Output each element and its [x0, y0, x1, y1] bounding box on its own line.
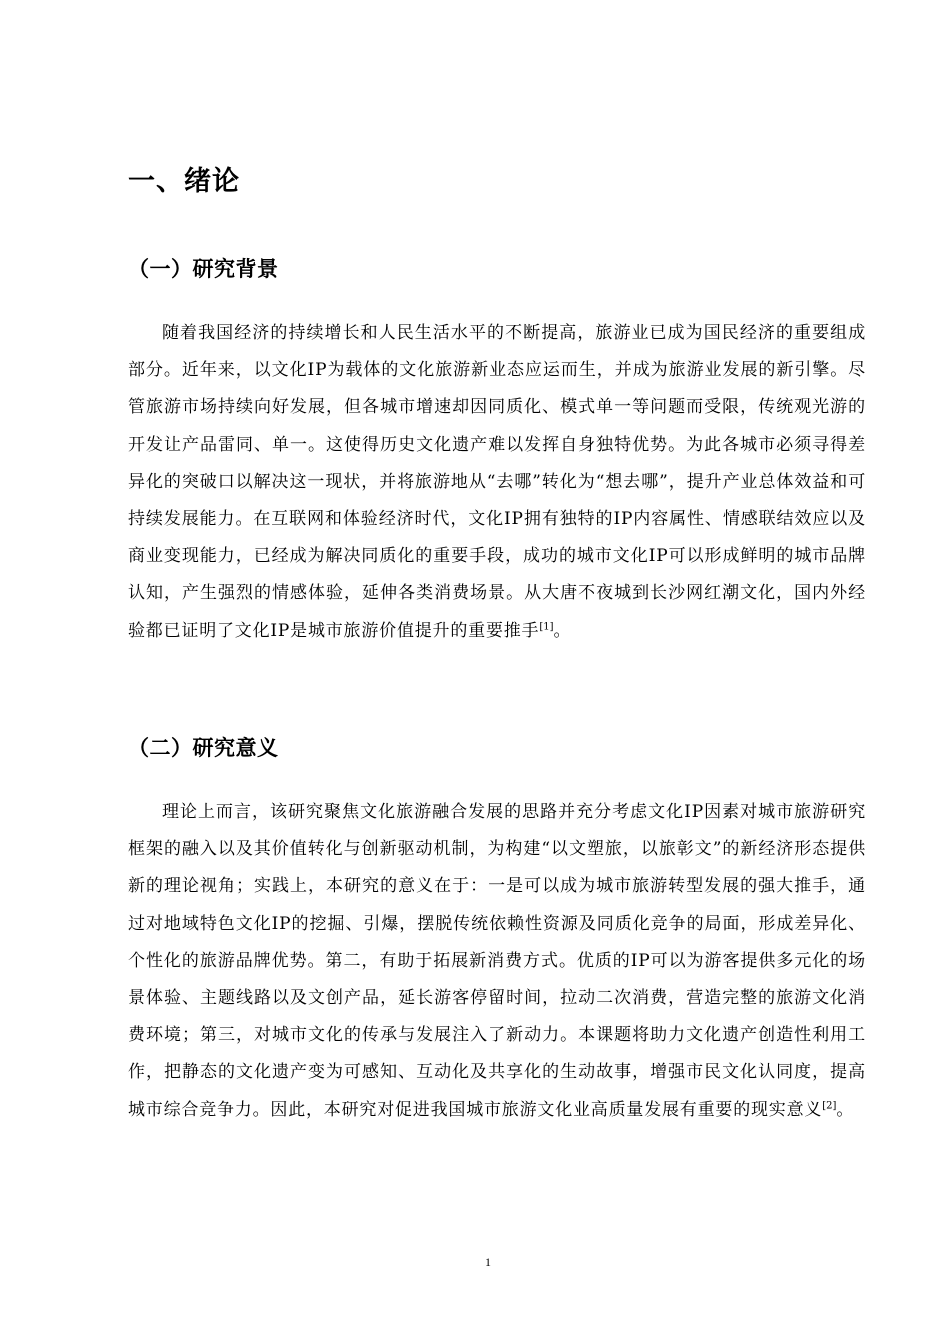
citation-ref: [1]: [539, 620, 554, 632]
citation-ref: [2]: [822, 1099, 837, 1111]
paragraph-end: 。: [836, 1099, 855, 1120]
paragraph-text: 理论上而言，该研究聚焦文化旅游融合发展的思路并充分考虑文化IP因素对城市旅游研究框架的融入以及其价值转化与创新驱动机制，为构建“以文塑旅，以旅彰文”的新经济形态提供新的理论视角；实践上，本研究的意义在于：一是可以成为城市旅游转型发展的强大推手，通过对地域特色文化IP的挖掘、引爆，摆脱传统依赖性资源及同质化竞争的局面，形成差异化、个性化的旅游品牌优势。第二，有助于拓展新消费方式。优质的IP可以为游客提供多元化的场景体验、主题线路以及文创产品，延长游客停留时间，拉动二次消费，营造完整的旅游文化消费环境；第三，对城市文化的传承与发展注入了新动力。本课题将助力文化遗产创造性利用工作，把静态的文化遗产变为可感知、互动化及共享化的生动故事，增强市民文化认同度，提高城市综合竞争力。因此，本研究对促进我国城市旅游文化业高质量发展有重要的现实意义: [128, 802, 866, 1120]
paragraph-text: 随着我国经济的持续增长和人民生活水平的不断提高，旅游业已成为国民经济的重要组成部分。近年来，以文化IP为载体的文化旅游新业态应运而生，并成为旅游业发展的新引擎。尽管旅游市场持续向好发展，但各城市增速却因同质化、模式单一等问题而受限，传统观光游的开发让产品雷同、单一。这使得历史文化遗产难以发挥自身独特优势。为此各城市必须寻得差异化的突破口以解决这一现状，并将旅游地从“去哪”转化为“想去哪”，提升产业总体效益和可持续发展能力。在互联网和体验经济时代，文化IP拥有独特的IP内容属性、情感联结效应以及商业变现能力，已经成为解决同质化的重要手段，成功的城市文化IP可以形成鲜明的城市品牌认知，产生强烈的情感体验，延伸各类消费场景。从大唐不夜城到长沙网红潮文化，国内外经验都已证明了文化IP是城市旅游价值提升的重要推手: [128, 323, 866, 641]
section-heading-significance: （二）研究意义: [128, 736, 279, 760]
page-number: 1: [485, 1255, 491, 1269]
section-paragraph-background: [128, 315, 866, 650]
section-heading-background: （一）研究背景: [128, 257, 279, 281]
section-paragraph-significance: [128, 794, 866, 1129]
chapter-title: 一、绪论: [128, 166, 240, 197]
paragraph-end: 。: [553, 620, 572, 641]
